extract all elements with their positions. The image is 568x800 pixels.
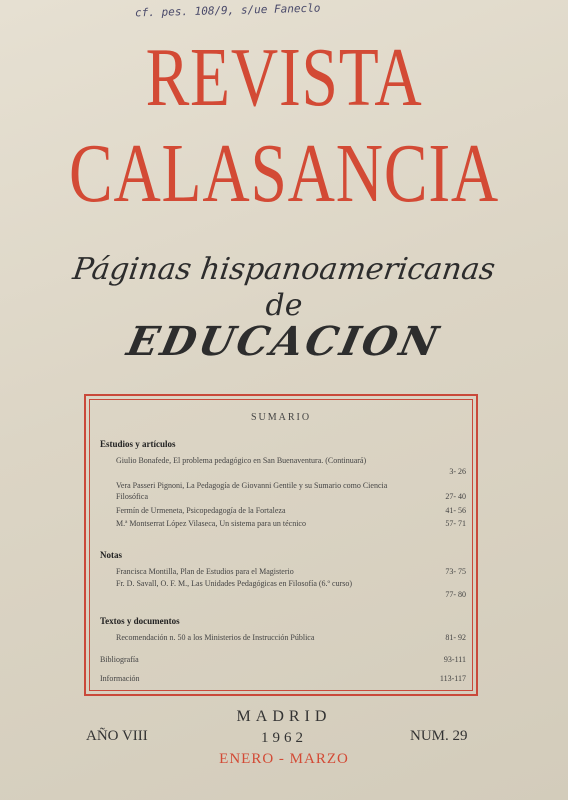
title-line2: CALASANCIA	[68, 127, 500, 220]
section-title-estudios: Estudios y artículos	[100, 439, 176, 449]
entry-passeri	[116, 480, 466, 502]
footer-city: MADRID	[236, 708, 332, 725]
entry-bonafede	[116, 455, 466, 476]
subtitle-line1: Páginas hispanoamericanas	[70, 252, 498, 287]
entry-text: M.ª Montserrat López Vilaseca, Un sistema para un técnico	[116, 519, 306, 528]
entry-text: Francisca Montilla, Plan de Estudios para el Magisterio	[116, 567, 294, 576]
entry-text: Fr. D. Savall, O. F. M., Las Unidades Pedagógicas en Filosofía (6.º curso)	[116, 579, 353, 588]
section-title-notas: Notas	[100, 550, 122, 560]
entry-text: Recomendación n. 50 a los Ministerios de Instrucción Pública	[116, 633, 315, 642]
footer-ano: AÑO VIII	[86, 728, 148, 744]
entry-text: Giulio Bonafede, El problema pedagógico en San Buenaventura. (Continuará)	[116, 456, 367, 465]
subtitle-line2: de	[265, 288, 303, 323]
entry-pages: 113-117	[439, 674, 466, 683]
entry-informacion	[100, 673, 466, 684]
entry-pages: 57- 71	[445, 519, 466, 528]
footer-year: 1962	[261, 730, 307, 746]
entry-savall	[116, 578, 466, 599]
entry-text: Fermín de Urmeneta, Psicopedagogía de la Fortaleza	[116, 506, 286, 515]
entry-pages: 73- 75	[445, 567, 466, 576]
entry-pages: 81- 92	[445, 633, 466, 642]
entry-bibliografia	[100, 654, 466, 665]
handwritten-note: cf. pes. 108/9, s/ue Faneclo	[134, 1, 321, 20]
entry-pages: 77- 80	[445, 590, 466, 599]
entry-lopez	[116, 518, 466, 529]
sumario-heading: SUMARIO	[250, 412, 312, 423]
entry-urmeneta	[116, 505, 466, 516]
entry-text: Vera Passeri Pignoni, La Pedagogía de Giovanni Gentile y su Sumario como Ciencia Filosófica	[116, 481, 388, 501]
section-title-textos: Textos y documentos	[100, 616, 180, 626]
subtitle-line3: EDUCACION	[123, 318, 445, 365]
entry-pages: 93-111	[443, 655, 466, 664]
contents-box	[84, 394, 478, 696]
footer-num: NUM. 29	[410, 728, 468, 744]
entry-pages: 27- 40	[445, 492, 466, 501]
entry-text: Información	[100, 674, 140, 683]
entry-text: Bibliografía	[100, 655, 139, 664]
title-line1: REVISTA	[145, 31, 423, 124]
footer-months: ENERO - MARZO	[219, 751, 349, 767]
entry-recomendacion	[116, 632, 466, 643]
entry-montilla	[116, 566, 466, 577]
entry-pages: 41- 56	[445, 506, 466, 515]
entry-pages: 3- 26	[449, 467, 466, 476]
